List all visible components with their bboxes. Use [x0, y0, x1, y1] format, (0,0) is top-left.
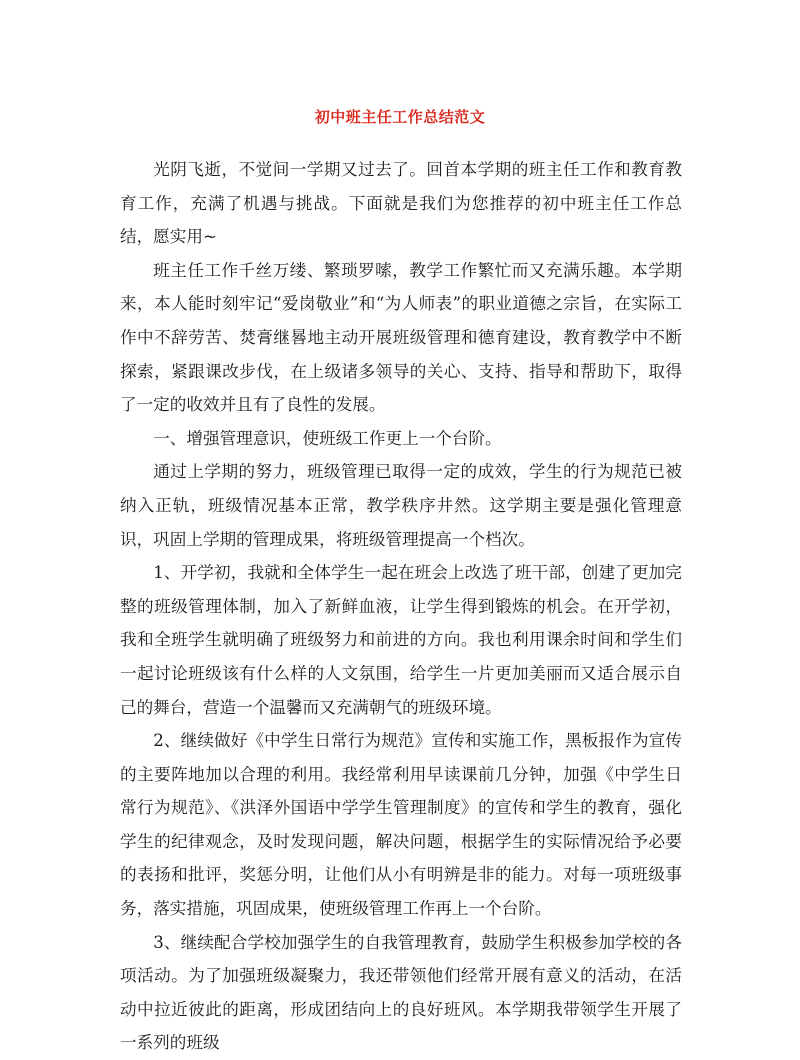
paragraph-section-1-intro: 通过上学期的努力，班级管理已取得一定的成效，学生的行为规范已被纳入正轨，班级情况基本正常，教学秩序井然。这学期主要是强化管理意识，巩固上学期的管理成果，将班级管理提高一个档次。	[120, 462, 682, 549]
document-title: 初中班主任工作总结范文	[314, 108, 486, 126]
document-body	[120, 153, 682, 1060]
paragraph-item-1: 1、开学初，我就和全体学生一起在班会上改选了班干部，创建了更加完整的班级管理体制，加入了新鲜血液，让学生得到锻炼的机会。在开学初，我和全班学生就明确了班级努力和前进的方向。我也利用课余时间和学生们一起讨论班级该有什么样的人文氛围，给学生一片更加美丽而又适合展示自己的舞台，营造一个温馨而又充满朝气的班级环境。	[120, 563, 682, 717]
paragraph-item-2: 2、继续做好《中学生日常行为规范》宣传和实施工作，黑板报作为宣传的主要阵地加以合理的利用。我经常利用早读课前几分钟，加强《中学生日常行为规范》、《洪泽外国语中学学生管理制度》的宣传和学生的教育，强化学生的纪律观念，及时发现问题，解决问题，根据学生的实际情况给予必要的表扬和批评，奖惩分明，让他们从小有明辨是非的能力。对每一项班级事务，落实措施，巩固成果，使班级管理工作再上一个台阶。	[120, 731, 682, 919]
paragraph-item-3: 3、继续配合学校加强学生的自我管理教育，鼓励学生积极参加学校的各项活动。为了加强班级凝聚力，我还带领他们经常开展有意义的活动，在活动中拉近彼此的距离，形成团结向上的良好班风。本学期我带领学生开展了一系列的班级	[120, 932, 682, 1053]
paragraph-overview: 班主任工作千丝万缕、繁琐罗嗦，教学工作繁忙而又充满乐趣。本学期来，本人能时刻牢记“爱岗敬业”和“为人师表”的职业道德之宗旨，在实际工作中不辞劳苦、焚膏继晷地主动开展班级管理和德育建设，教育教学中不断探索，紧跟课改步伐，在上级诸多领导的关心、支持、指导和帮助下，取得了一定的收效并且有了良性的发展。	[120, 260, 682, 415]
section-heading-1: 一、增强管理意识，使班级工作更上一个台阶。	[153, 428, 502, 448]
paragraph-intro: 光阴飞逝，不觉间一学期又过去了。回首本学期的班主任工作和教育教育工作，充满了机遇与挑战。下面就是我们为您推荐的初中班主任工作总结，愿实用~	[120, 160, 682, 247]
